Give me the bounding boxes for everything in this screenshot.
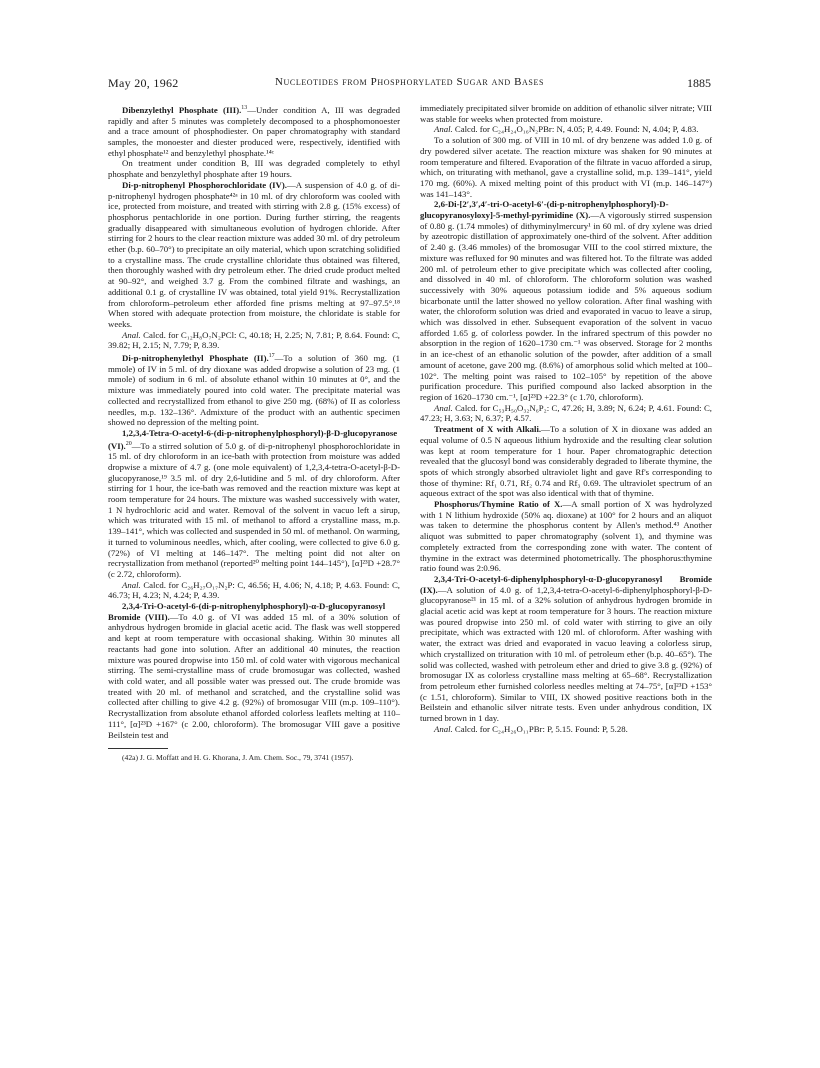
running-title: Nucleotides from Phosphorylated Sugar and Bases <box>274 76 545 88</box>
paragraph <box>108 580 400 601</box>
paragraph <box>420 124 712 135</box>
left-column <box>108 103 400 763</box>
header-date: May 20, 1962 <box>108 76 179 90</box>
analysis-label: Anal. <box>434 723 453 734</box>
page-header <box>108 76 711 96</box>
paragraph-text: To a solution of 300 mg. of VIII in 10 ml. of dry benzene was added 1.0 g. of dry powdered silver acetate. The reaction mixture was shaken for 90 minutes at room temperature and filtered. Evaporation of the filtrate in vacuo afforded a sirup, which, on triturating with methanol, gave a crystalline solid, m.p. 139–141°, yield 170 mg. (60%). A mixed melting point of this product with VI (m.p. 146–147°) was 141–143°. <box>420 135 712 199</box>
paragraph <box>108 351 400 428</box>
paragraph <box>420 199 712 402</box>
paragraph-text: —A small portion of X was hydrolyzed with 1 N lithium hydroxide (50% aq. dioxane) at 100° for 2 hours and an aliquot was taken to determine the phosphorus content by Allen's method.⁴³ Another aliquot was submitted to paper chromatography (solvent 1), and thymine was completely extracted from the corresponding zone with water. The content of thymine in the extract was determined photometrically. The phosphorus:thymine ratio found was 2:0.96. <box>420 499 712 574</box>
paragraph <box>108 180 400 330</box>
footnote-rule <box>108 748 168 749</box>
paragraph <box>108 158 400 179</box>
analysis-label: Anal. <box>434 402 453 413</box>
section-heading: 1,2,3,4-Tetra-O-acetyl-6-(di-p-nitrophenylphosphoryl)-β-D-glucopyranose (VI). <box>108 427 398 451</box>
section-heading: Di-p-nitrophenyl Phosphorochloridate (IV). <box>122 179 287 190</box>
analysis-label: Anal. <box>122 579 141 590</box>
paragraph <box>108 330 400 351</box>
paragraph <box>420 424 712 499</box>
paragraph <box>108 103 400 158</box>
section-heading: Dibenzylethyl Phosphate (III). <box>122 104 242 115</box>
paragraph-text: Calcd. for C₂₆H₂₇O₁₇N₂P: C, 46.56; H, 4.06; N, 4.18; P, 4.63. Found: C, 46.73; H, 4.23; N, 4.24; P, 4.39. <box>108 579 400 601</box>
paragraph-text: —To 4.0 g. of VI was added 15 ml. of a 30% solution of anhydrous hydrogen bromide in glacial acetic acid. The flask was well stoppered and kept at room temperature with occasional shaking. Within 30 minutes all reactants had gone into solution. After an additional 40 minutes, the reaction mixture was poured dropwise into 150 ml. of cold water with vigorous mechanical stirring. The semi-crystalline mass of crude bromosugar was collected, washed with cold water, and all possible water was pressed out. The crude bromide was treated with 20 ml. of methanol and scratched, and the crystalline solid was collected after chilling to give 4.2 g. (92%) of bromosugar VIII (m.p. 109–110°). Recrystallization from absolute ethanol afforded colorless leaflets melting at 110–111°, [α]²³D +167° (c 2.00, chloroform). The bromosugar VIII gave a positive Beilstein test and <box>108 611 400 740</box>
section-heading: 2,6-Di-[2′,3′,4′-tri-O-acetyl-6′-(di-p-nitrophenylphosphoryl)-D-glucopyranosyloxy]-5-methyl-pyrimidine (X). <box>420 199 669 221</box>
analysis-label: Anal. <box>434 124 453 135</box>
paragraph <box>108 601 400 740</box>
paragraph-text: —To a stirred solution of 5.0 g. of di-p-nitrophenyl phosphorochloridate in 15 ml. of dry chloroform in an ice-bath with protection from moisture was added dropwise a mixture of 4.7 g. (one mole equivalent) of 1,2,3,4-tetra-O-acetyl-β-D-glucopyranose,¹⁹ 3.5 ml. of dry 2,6-lutidine and 5 ml. of dry chloroform. After stirring for 1 hour, the ice-bath was removed and the reaction mixture was kept at room temperature for 24 hours. The mixture was washed successively with water, 1 N hydrochloric acid and water. Removal of the solvent in vacuo left a sirup, which was triturated with 15 ml. of methanol to afford a crystalline mass, m.p. 139–141°, which was collected and suspended in 50 ml. of methanol. On warming, it turned to voluminous needles, which, after cooling, were collected to give 6.0 g. (72%) of VI melting at 146–147°. The melting point did not alter on recrystallization from methanol (reported²⁰ melting point 144–145°), [α]²³D +28.7° (c 2.72, chloroform). <box>108 440 400 579</box>
paragraph-text: —A solution of 4.0 g. of 1,2,3,4-tetra-O-acetyl-6-diphenylphosphoryl-β-D-glucopyranose²¹ in 15 ml. of a 32% solution of anhydrous hydrogen bromide in glacial acetic acid was kept at room temperature for 3 hours. The reaction mixture was poured dropwise into 250 ml. of cold water with stirring to give an oily precipitate, which was extracted with 120 ml. of chloroform. After washing with water, the extract was dried and evaporated in vacuo leaving a colorless sirup, which crystallized on trituration with 10 ml. of petroleum ether (b.p. 40–65°). The solid was collected, washed with petroleum ether and dried to give 3.8 g. (92%) of bromosugar IX as colorless crystalline mass melting at 65–68°. Recrystallization from petroleum ether furnished colorless needles melting at 74–75°, [α]²³D +153° (c 1.51, chloroform). Similar to VIII, IX showed positive reactions both in the Beilstein and ethanolic silver nitrate tests. Even under anhydrous condition, IX turned brown in 1 day. <box>420 584 712 724</box>
paragraph-text: —Under condition A, III was degraded rapidly and after 5 minutes was completely decomposed to a phosphomonoester and a trace amount of phosphodiester. On paper chromatography with standard samples, the monoester and diester produced were, respectively, identified with ethyl phosphate¹² and benzylethyl phosphate.¹⁴ᶜ <box>108 104 400 158</box>
paragraph-text: immediately precipitated silver bromide on addition of ethanolic silver nitrate; VIII was stable for weeks when protected from moisture. <box>420 103 712 124</box>
reference-marker: 13 <box>241 105 248 111</box>
paragraph-text: —To a solution of 360 mg. (1 mmole) of IV in 5 ml. of dry dioxane was added dropwise a solution of 23 mg. (1 mmole) of sodium in 6 ml. of absolute ethanol within 10 minutes at 0°, and the mixture was immediately poured into cold water. The precipitate material was collected and recrystallized from ethanol to give 250 mg. (68%) of II as colorless needles, m.p. 132–136°. Admixture of the product with an authentic specimen showed no depression of the melting point. <box>108 352 400 428</box>
paragraph <box>420 135 712 199</box>
paragraph-text: Calcd. for C₂₄H₂₄O₁₆N₂PBr: N, 4.05; P, 4.49. Found: N, 4.04; P, 4.83. <box>452 124 699 135</box>
paragraph-text: —A suspension of 4.0 g. of di-p-nitrophenyl hydrogen phosphate⁴²ᵃ in 10 ml. of dry chloroform was cooled with ice, protected from moisture, and treated with stirring with 2.8 g. (15% excess) of phosphorus pentachloride in one portion. During further stirring, the reagents gradually disappeared with simultaneous evolution of hydrogen chloride. After stirring for 2 hours to the clear reaction mixture was added 30 ml. of dry petroleum ether (b.p. 60–70°) to precipitate an oily material, which upon scratching solidified to a crystalline mass. The crude crystalline chloridate thus obtained was filtered, then thoroughly washed with dry petroleum ether. The dried crude product melted at 90–92°, and weighed 3.7 g. From the combined filtrate and washings, an additional 0.1 g. of crystalline IV was obtained, total yield 91%. Recrystallization from chloroform–petroleum ether afforded fine prisms melting at 97–97.5°.¹⁸ When stored with adequate protection from moisture, the chloridate is stable for weeks. <box>108 179 400 329</box>
section-heading: Di-p-nitrophenylethyl Phosphate (II). <box>122 352 269 363</box>
paragraph-text: —A vigorously stirred suspension of 0.80 g. (1.74 mmoles) of dithyminylmercury¹ in 60 ml. of dry xylene was dried by azeotropic distillation of approximately one-third of the solvent. After addition of 2.40 g. (3.46 mmoles) of the bromosugar VIII to the cool stirred mixture, the mixture was refluxed for 90 minutes and was filtered hot. To the filtrate was added 200 ml. of petroleum ether to give precipitate which was collected after cooling, and dissolved in 40 ml. of chloroform. The chloroform solution was washed successively with 30% aqueous potassium iodide and 5% aqueous sodium bicarbonate until the latter showed no yellow coloration. After final washing with water, the chloroform solution was dried and evaporated in vacuo to leave a sirup, which was dissolved in ether. Subsequent evaporation of the solvent in vacuo afforded 1.65 g. of colorless powder. In the infrared spectrum of this powder no absorption in the region of 1620–1730 cm.⁻¹ was observed. Storage for 2 months in an ice-chest of an ethanolic solution of the powder, after addition of a small amount of acetone, gave 200 mg. (8.6%) of amorphous solid which melted at 100–102°. The melting point was raised to 102–105° by repetition of the above purification procedure. This purified compound also lacked absorption in the region of 1620–1730 cm.⁻¹, [α]²³D +22.3° (c 1.70, chloroform). <box>420 210 712 402</box>
section-heading: 2,3,4-Tri-O-acetyl-6-(di-p-nitrophenylphosphoryl)-α-D-glucopyranosyl Bromide (VIII). <box>108 601 386 622</box>
right-paragraphs <box>420 103 712 734</box>
section-heading: Treatment of X with Alkali. <box>434 424 542 435</box>
footnote: (42a) J. G. Moffatt and H. G. Khorana, J. Am. Chem. Soc., 79, 3741 (1957). <box>122 753 354 763</box>
paragraph-text: —To a solution of X in dioxane was added an equal volume of 0.5 N aqueous lithium hydroxide and the resulting clear solution was kept at room temperature for 1 hour. Paper chromatographic detection revealed that the glucosyl bond was considerably degraded to liberate thymine, the spots of which strongly absorbed ultraviolet light and gave Rf's corresponding to those of thymine: Rf₁ 0.71, Rf₂ 0.74 and Rf₃ 0.69. The ultraviolet spectrum of an aqueous extract of the spot was also identical with that of thymine. <box>420 424 713 499</box>
section-heading: Phosphorus/Thymine Ratio of X. <box>434 499 563 510</box>
page-number: 1885 <box>687 76 711 90</box>
paragraph <box>420 574 712 724</box>
analysis-label: Anal. <box>122 329 141 340</box>
paragraph-text: Calcd. for C₅₃H₅₀O₃₂N₆P₂: C, 47.26; H, 3.89; N, 6.24; P, 4.61. Found: C, 47.23; H, 3.63; N, 6.37; P, 4.57. <box>420 402 712 424</box>
left-paragraphs <box>108 103 400 740</box>
paragraph <box>420 724 712 735</box>
paragraph <box>420 103 712 124</box>
paragraph-text: Calcd. for C₁₂H₈O₇N₂PCl: C, 40.18; H, 2.25; N, 7.81; P, 8.64. Found: C, 39.82; H, 2.15; N, 7.79; P, 8.39. <box>108 329 400 351</box>
paragraph-text: On treatment under condition B, III was degraded completely to ethyl phosphate and benzylethyl phosphate after 19 hours. <box>108 158 400 180</box>
paragraph-text: Calcd. for C₂₄H₂₆O₁₁PBr: P, 5.15. Found: P, 5.28. <box>452 723 628 734</box>
paragraph <box>420 403 712 424</box>
paragraph <box>420 499 712 574</box>
paragraph <box>108 428 400 580</box>
reference-marker: 20 <box>125 440 132 447</box>
right-column <box>420 103 712 734</box>
section-heading: 2,3,4-Tri-O-acetyl-6-diphenylphosphoryl-α-D-glucopyranosyl Bromide (IX). <box>420 573 712 595</box>
reference-marker: 17 <box>268 353 275 360</box>
